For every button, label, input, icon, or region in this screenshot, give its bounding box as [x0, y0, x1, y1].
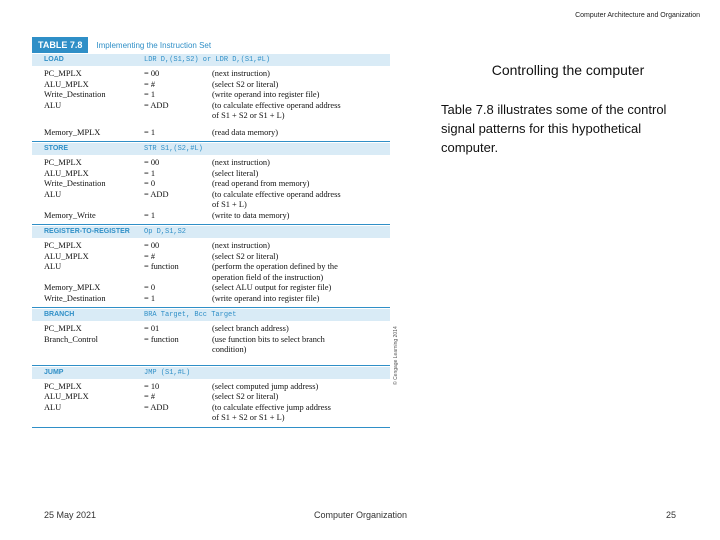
cell-desc: operation field of the instruction): [212, 272, 324, 282]
section-name: BRANCH: [44, 311, 75, 318]
cell-desc: of S1 + L): [212, 200, 247, 209]
cell-val: = ADD: [144, 402, 169, 412]
cell-val: = #: [144, 251, 156, 261]
cell-val: = 10: [144, 381, 160, 391]
table-row: [44, 294, 390, 305]
cell-val: = 1: [144, 210, 156, 220]
cell-val: = 1: [144, 168, 156, 178]
cell-desc: (to calculate effective operand address: [212, 100, 341, 110]
cell-sig: PC_MPLX: [44, 324, 82, 333]
table-row: [44, 392, 390, 403]
cell-desc: (read operand from memory): [212, 179, 310, 188]
cell-val: = ADD: [144, 100, 169, 110]
cell-val: = 1: [144, 293, 156, 303]
cell-desc: condition): [212, 345, 247, 354]
cell-sig: Memory_Write: [44, 210, 96, 220]
section-header-branch: [32, 309, 390, 321]
cell-desc: (next instruction): [212, 69, 270, 78]
section-header-load: [32, 54, 390, 66]
cell-val: = #: [144, 79, 156, 89]
cell-sig: ALU_MPLX: [44, 79, 89, 89]
cell-desc: (write operand into register file): [212, 90, 320, 99]
cell-sig: ALU_MPLX: [44, 251, 89, 261]
cell-desc: (next instruction): [212, 158, 270, 167]
table-row: [44, 128, 390, 139]
section-syntax: JMP (S1,#L): [144, 368, 191, 377]
slide-body: Table 7.8 illustrates some of the control signal patterns for this hypothetical computer.: [441, 102, 667, 155]
table-row: [44, 413, 390, 424]
section-rows: [32, 379, 390, 428]
cell-desc: (perform the operation defined by the: [212, 262, 338, 271]
table-row: [44, 283, 390, 294]
table-row: [44, 335, 390, 346]
cell-desc: (use function bits to select branch: [212, 334, 325, 344]
cell-sig: ALU: [44, 262, 62, 271]
table-row: [44, 111, 390, 122]
table-row: [44, 241, 390, 252]
section-header-register-to-register: [32, 226, 390, 238]
table-row: [44, 101, 390, 112]
cell-desc: (select branch address): [212, 324, 289, 333]
footer-center: Computer Organization: [314, 510, 408, 520]
cell-desc: (select S2 or literal): [212, 392, 279, 401]
table-header: [32, 37, 390, 53]
cell-desc: (select ALU output for register file): [212, 283, 332, 292]
table-row: [44, 262, 390, 273]
cell-sig: PC_MPLX: [44, 241, 82, 250]
table-row: [44, 158, 390, 169]
cell-desc: (read data memory): [212, 127, 279, 137]
cell-sig: Write_Destination: [44, 293, 106, 303]
section-rows: [32, 238, 390, 308]
table-caption: Implementing the Instruction Set: [96, 40, 212, 50]
cell-desc: of S1 + S2 or S1 + L): [212, 111, 285, 120]
section-header-jump: [32, 367, 390, 379]
table-row: [44, 90, 390, 101]
table-row: [44, 252, 390, 263]
slide-title: Controlling the computer: [491, 62, 645, 78]
footer-date: 25 May 2021: [44, 510, 97, 520]
table-row: [44, 382, 390, 393]
table-row: [44, 273, 390, 284]
table-row: [44, 211, 390, 222]
cell-sig: ALU_MPLX: [44, 392, 89, 401]
page-number: 25: [666, 510, 677, 520]
section-rows: [32, 66, 390, 142]
section-rows: [32, 155, 390, 225]
cell-sig: PC_MPLX: [44, 381, 82, 391]
table-row: [44, 179, 390, 190]
cell-desc: (next instruction): [212, 241, 270, 250]
section-syntax: Op D,S1,S2: [144, 228, 187, 236]
cell-sig: ALU_MPLX: [44, 168, 89, 178]
section-header-store: [32, 143, 390, 155]
section-syntax: LDR D,(S1,S2) or LDR D,(S1,#L): [144, 56, 271, 64]
section-name: REGISTER-TO-REGISTER: [44, 228, 130, 235]
section-rows: [32, 321, 390, 366]
cell-desc: (select S2 or literal): [212, 251, 279, 261]
section-name: JUMP: [44, 368, 64, 376]
cell-val: = 00: [144, 69, 160, 78]
table-row: [44, 169, 390, 180]
cell-sig: ALU: [44, 402, 62, 412]
cell-sig: ALU: [44, 100, 62, 110]
cell-sig: Memory_MPLX: [44, 127, 101, 137]
cell-sig: PC_MPLX: [44, 158, 82, 167]
cell-val: = 00: [144, 241, 160, 250]
cell-desc: (select S2 or literal): [212, 79, 279, 89]
cell-sig: PC_MPLX: [44, 69, 82, 78]
cell-desc: (to calculate effective jump address: [212, 402, 331, 412]
cell-val: = 00: [144, 158, 160, 167]
cell-sig: Write_Destination: [44, 179, 106, 188]
cell-val: = 0: [144, 179, 156, 188]
cell-val: = #: [144, 392, 156, 401]
instruction-table: [32, 37, 390, 428]
table-row: [44, 69, 390, 80]
cell-val: = 0: [144, 283, 156, 292]
table-sections: [32, 54, 390, 428]
section-syntax: STR S1,(S2,#L): [144, 145, 203, 153]
section-name: LOAD: [44, 56, 64, 63]
cell-sig: Branch_Control: [44, 334, 98, 344]
table-row: [44, 80, 390, 91]
table-row: [44, 345, 390, 356]
cell-val: = function: [144, 262, 179, 271]
cell-val: = function: [144, 334, 179, 344]
cell-desc: (write to data memory): [212, 210, 290, 220]
course-header: Computer Architecture and Organization: [575, 12, 700, 19]
table-row: [44, 190, 390, 201]
cell-desc: (to calculate effective operand address: [212, 189, 341, 199]
cell-val: = 1: [144, 90, 156, 99]
table-row: [44, 356, 390, 362]
cell-desc: (select literal): [212, 168, 259, 178]
table-row: [44, 403, 390, 414]
section-syntax: BRA Target, Bcc Target: [144, 311, 237, 319]
cell-sig: Write_Destination: [44, 90, 106, 99]
cell-sig: ALU: [44, 189, 62, 199]
copyright-credit: © Cengage Learning 2014: [393, 326, 399, 385]
section-name: STORE: [44, 145, 68, 152]
table-label: TABLE 7.8: [32, 37, 88, 53]
cell-val: = ADD: [144, 189, 169, 199]
cell-desc: (write operand into register file): [212, 293, 320, 303]
cell-desc: (select computed jump address): [212, 381, 319, 391]
table-row: [44, 324, 390, 335]
cell-val: = 01: [144, 324, 160, 333]
cell-val: = 1: [144, 127, 156, 137]
cell-desc: of S1 + S2 or S1 + L): [212, 413, 285, 422]
cell-sig: Memory_MPLX: [44, 283, 101, 292]
table-row: [44, 200, 390, 211]
